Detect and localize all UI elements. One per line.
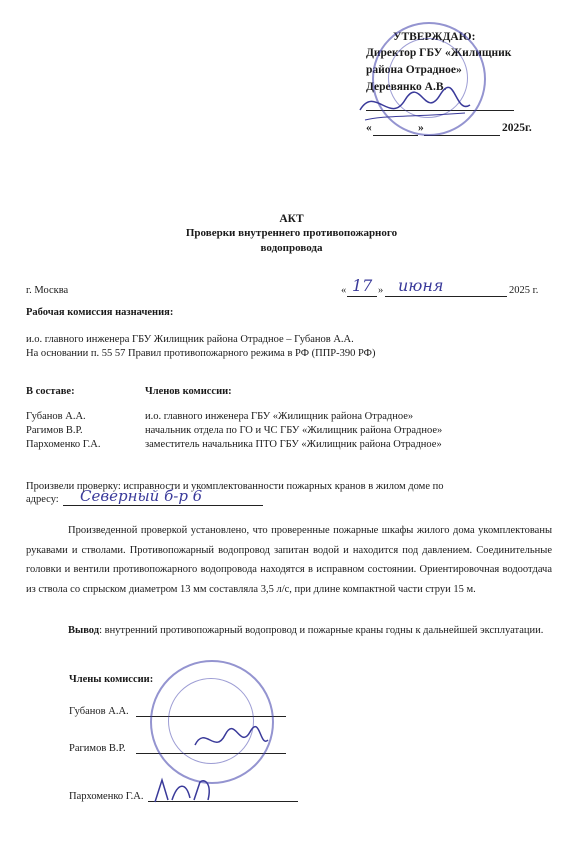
signature-parkhomenko [150, 770, 220, 810]
day-line [347, 296, 377, 297]
date-mid-quote: » [378, 285, 384, 296]
commission-chair: и.о. главного инженера ГБУ Жилищник района Отрадное – Губанов А.А. [26, 334, 354, 345]
signatures-heading: Члены комиссии: [69, 674, 154, 685]
member-role: начальник отдела по ГО и ЧС ГБУ «Жилищник района Отрадное» [145, 425, 443, 436]
city: г. Москва [26, 285, 69, 296]
approval-signature [355, 75, 475, 135]
member-name: Рагимов В.Р. [26, 425, 83, 436]
approval-date-open: « [366, 122, 372, 134]
member-role: и.о. главного инженера ГБУ «Жилищник района Отрадное» [145, 411, 414, 422]
member-role: заместитель начальника ПТО ГБУ «Жилищник района Отрадное» [145, 439, 442, 450]
conclusion-text: : внутренний противопожарный водопровод и пожарные краны годны к дальнейшей эксплуатации. [99, 625, 544, 636]
commission-heading: Рабочая комиссия назначения: [26, 307, 174, 318]
signature-ragimov [190, 720, 270, 760]
commission-basis: На основании п. 55 57 Правил противопожарного режима в РФ (ППР-390 РФ) [26, 348, 376, 359]
approval-name: Деревянко А.В. [366, 81, 447, 93]
year: 2025 г. [509, 285, 539, 296]
member-name: Пархоменко Г.А. [26, 439, 101, 450]
act-subtitle: Проверки внутреннего противопожарного [185, 227, 398, 239]
day-handwritten: 17 [352, 276, 373, 295]
approval-day-line [373, 135, 418, 136]
month-line [385, 296, 507, 297]
month-handwritten: июня [398, 276, 444, 295]
address-handwritten: Северный б-р 6 [80, 487, 203, 505]
address-label: адресу: [26, 494, 59, 505]
approval-date-year: 2025г. [502, 122, 532, 134]
members-right-heading: Членов комиссии: [145, 386, 232, 397]
approval-title: УТВЕРЖДАЮ: [393, 31, 476, 43]
approval-organization: района Отрадное» [366, 64, 462, 76]
inspection-line: Произвели проверку: исправности и укомплектованности пожарных кранов в жилом доме по [26, 481, 444, 492]
inspection-result-paragraph: Произведенной проверкой установлено, что проверенные пожарные шкафы жилого дома укомплектованы рукавами и стволами. Противопожарный водопровод запитан водой и находится под давлением. Соединительные головки и вентили противопожарного водопровода находятся в исправном состоянии. Ориентировочная водоотдача из ствола со спрыском диаметром 13 мм составляла 3,5 л/с, при длине компактной части струи 15 м. [26, 525, 552, 595]
members-left-heading: В составе: [26, 386, 75, 397]
member-name: Губанов А.А. [26, 411, 86, 422]
signatory-name: Губанов А.А. [69, 706, 129, 717]
act-subtitle-cont: водопровода [260, 242, 323, 254]
approval-position: Директор ГБУ «Жилищник [366, 47, 512, 59]
signatory-name: Рагимов В.Р. [69, 743, 126, 754]
conclusion-paragraph [26, 621, 552, 641]
act-title: АКТ [279, 213, 304, 225]
conclusion-label: Вывод [68, 625, 100, 636]
date-open-quote: « [341, 285, 347, 296]
signatory-name: Пархоменко Г.А. [69, 791, 144, 802]
approval-date-mid: » [418, 122, 424, 134]
